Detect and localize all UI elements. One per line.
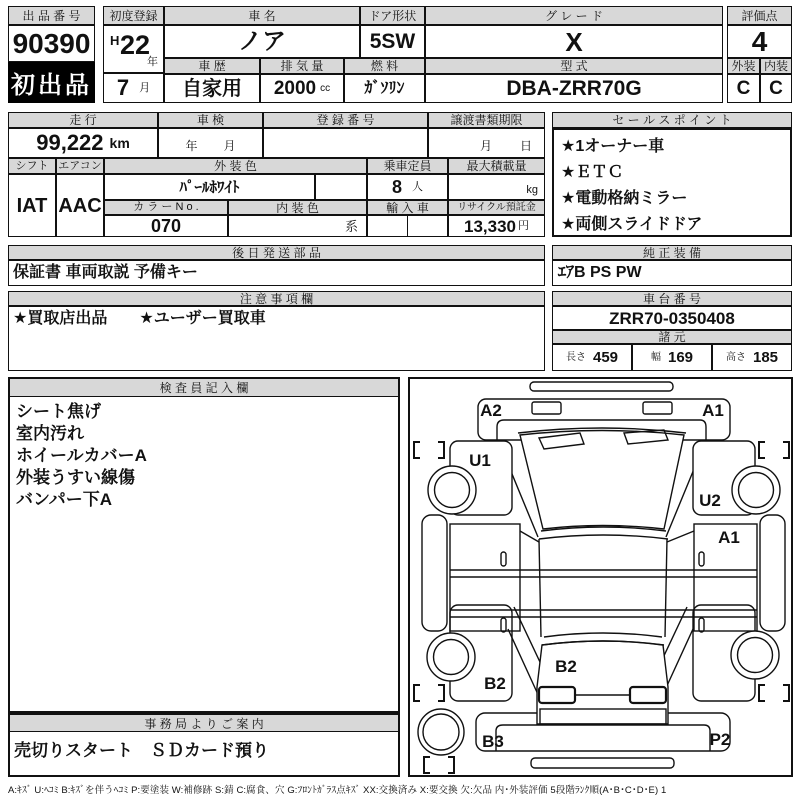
damage-marker: U1 xyxy=(469,451,491,470)
sales-points-label: セ ー ル ス ポ イ ン ト xyxy=(552,112,792,128)
mirror-bracket-right-front xyxy=(759,442,789,458)
wheel-rear-left xyxy=(427,633,475,681)
recycle-unit: 円 xyxy=(518,219,529,232)
inspector-note: シート焦げ xyxy=(16,402,101,421)
fuel: ｶﾞｿﾘﾝ xyxy=(344,74,425,103)
shift: IAT xyxy=(8,174,56,237)
interior-color-label: 内 装 色 xyxy=(228,200,367,215)
mirror-bracket-right-rear xyxy=(759,685,789,701)
spec-length-label: 長さ xyxy=(565,351,586,363)
rocker-panel-left xyxy=(422,515,447,631)
mirror-bracket-left-rear xyxy=(414,685,444,701)
spec-length xyxy=(552,344,632,371)
damage-marker: A1 xyxy=(718,528,740,547)
bracket-bottom-left xyxy=(424,757,454,773)
max-load-unit: kg xyxy=(526,184,538,196)
sales-point-item: ★1オーナー車 xyxy=(561,138,665,155)
sales-points-list xyxy=(552,128,792,237)
history-label: 車 歴 xyxy=(164,58,260,74)
later-parts-label: 後 日 発 送 部 品 xyxy=(8,245,545,260)
spare-tire xyxy=(418,709,464,755)
later-parts-text: 保証書 車両取説 予備キー xyxy=(8,260,545,286)
model-code-label: 型 式 xyxy=(425,58,723,74)
car-name-label: 車 名 xyxy=(164,6,360,25)
spec-width-label: 幅 xyxy=(650,351,661,363)
roof-front-line-2 xyxy=(539,535,668,539)
capacity-unit: 人 xyxy=(412,180,423,193)
office-notice-text: 売切りスタート ＳＤカード預り xyxy=(14,741,269,760)
year-unit: 年 xyxy=(147,56,158,68)
genuine-equipment-label: 純 正 装 備 xyxy=(552,245,792,260)
chassis-number-label: 車 台 番 号 xyxy=(552,291,792,306)
spec-height xyxy=(712,344,792,371)
exterior-grade-label: 外装 xyxy=(727,58,760,74)
damage-marker: U2 xyxy=(699,491,721,510)
inspector-note: 外装うすい線傷 xyxy=(16,468,135,487)
mirror-bracket-left-front xyxy=(414,442,444,458)
registration-year: 22 xyxy=(120,30,151,60)
door-shape-label: ドア形状 xyxy=(360,6,425,25)
score: 4 xyxy=(727,25,792,58)
exterior-color: ﾊﾟｰﾙﾎﾜｲﾄ xyxy=(104,174,315,200)
first-registration-label: 初度登録 xyxy=(103,6,164,25)
windshield xyxy=(520,431,684,530)
history: 自家用 xyxy=(164,74,260,103)
rear-hatch xyxy=(537,641,668,724)
damage-diagram-box xyxy=(408,377,793,777)
damage-marker: B3 xyxy=(482,732,504,751)
capacity-value: 8 xyxy=(391,177,402,197)
aircon: AAC xyxy=(56,174,104,237)
import-cell-divider xyxy=(407,216,409,236)
inspector-notes-box xyxy=(8,377,400,713)
displacement-unit: cc xyxy=(320,82,331,94)
inspection-expiry xyxy=(158,128,263,158)
max-load-label: 最大積載量 xyxy=(448,158,545,174)
rear-bumper-strip xyxy=(531,758,674,768)
roof-side-right xyxy=(665,539,667,637)
spec-length-value: 459 xyxy=(592,349,619,366)
office-notice-label: 事 務 局 よ り ご 案 内 xyxy=(10,715,398,732)
mileage xyxy=(8,128,158,158)
office-notice-box xyxy=(8,713,400,777)
specs-label: 諸 元 xyxy=(552,330,792,344)
exterior-grade: C xyxy=(727,74,760,103)
damage-marker: A1 xyxy=(702,401,724,420)
max-load xyxy=(448,174,545,200)
headlight-right xyxy=(643,402,672,414)
inspector-note: バンパー下A xyxy=(16,490,113,509)
inspector-note: 室内汚れ xyxy=(16,424,84,443)
inspector-note: ホイールカバーA xyxy=(16,446,147,465)
capacity-label: 乗車定員 xyxy=(367,158,448,174)
fuel-label: 燃 料 xyxy=(344,58,425,74)
inspection-month-unit: 月 xyxy=(223,139,236,153)
month-unit: 月 xyxy=(139,81,151,94)
wheel-front-left xyxy=(428,466,476,514)
shift-label: シフト xyxy=(8,158,56,174)
grade-label: グ レ ー ド xyxy=(425,6,723,25)
mileage-label: 走 行 xyxy=(8,112,158,128)
genuine-equipment-text: ｴｱB PS PW xyxy=(552,260,792,286)
interior-color xyxy=(228,215,367,237)
lot-number: 90390 xyxy=(8,25,95,62)
legend-text: A:ｷｽﾞ U:ﾍｺﾐ B:ｷｽﾞを伴うﾍｺﾐ P:要塗装 W:補修跡 S:錆 C:腐食、穴 G:ﾌﾛﾝﾄｶﾞﾗｽ点ｷｽﾞ XX:交換済み X:要交換 欠:欠品 内･外装評価 5段階ﾗﾝｸ順(A･B･C･D･E) 1 xyxy=(8,785,667,796)
mileage-unit: km xyxy=(109,135,130,151)
car-name: ノア xyxy=(164,25,360,58)
transfer-docs-deadline xyxy=(428,128,545,158)
sales-point-item: ★両側スライドドア xyxy=(561,216,703,233)
lot-number-label: 出 品 番 号 xyxy=(8,6,95,25)
sales-point-item: ★ＥＴＣ xyxy=(561,164,624,181)
interior-grade-label: 内装 xyxy=(760,58,792,74)
spec-height-value: 185 xyxy=(752,349,779,366)
front-bumper-strip xyxy=(530,382,673,391)
import-label: 輸 入 車 xyxy=(367,200,448,215)
displacement-label: 排 気 量 xyxy=(260,58,344,74)
car-top-view-diagram xyxy=(410,379,791,775)
recycle-deposit xyxy=(448,215,545,237)
first-listing-badge: 初出品 xyxy=(8,62,95,103)
roof-side-left xyxy=(539,539,541,637)
transfer-month-unit: 月 xyxy=(479,139,492,153)
grade: X xyxy=(425,25,723,58)
inspection-label: 車 検 xyxy=(158,112,263,128)
aircon-label: エアコン xyxy=(56,158,104,174)
notes-label: 注 意 事 項 欄 xyxy=(8,291,545,306)
exterior-color-label: 外 装 色 xyxy=(104,158,367,174)
door-handle-left-front xyxy=(501,552,506,566)
color-number-label: カ ラ ー N o . xyxy=(104,200,228,215)
transfer-day-unit: 日 xyxy=(519,139,532,153)
spec-width xyxy=(632,344,712,371)
color-number: 070 xyxy=(104,215,228,237)
model-code: DBA-ZRR70G xyxy=(425,74,723,103)
spec-width-value: 169 xyxy=(667,349,694,366)
registration-number xyxy=(263,128,428,158)
registration-number-label: 登 録 番 号 xyxy=(263,112,428,128)
registration-month: 7 xyxy=(116,75,130,100)
headlight-left xyxy=(532,402,561,414)
first-registration-year-cell xyxy=(103,25,164,73)
first-registration-month-cell xyxy=(103,73,164,103)
era-letter: H xyxy=(110,33,120,48)
sales-point-item: ★電動格納ミラー xyxy=(561,190,688,207)
damage-marker: P2 xyxy=(709,730,731,749)
score-label: 評価点 xyxy=(727,6,792,25)
displacement xyxy=(260,74,344,103)
displacement-value: 2000 xyxy=(273,78,317,99)
recycle-deposit-label: リサイクル預託金 xyxy=(448,200,545,215)
inspector-notes-list xyxy=(10,397,398,515)
damage-marker: B2 xyxy=(484,674,506,693)
notes-text: ★買取店出品 ★ユーザー買取車 xyxy=(8,306,545,371)
door-shape: 5SW xyxy=(360,25,425,58)
inspection-year-unit: 年 xyxy=(185,139,198,153)
seating-capacity xyxy=(367,174,448,200)
wheel-front-right xyxy=(732,466,780,514)
chassis-number: ZRR70-0350408 xyxy=(552,306,792,330)
door-roof-join-rf xyxy=(667,531,694,542)
wheel-rear-right xyxy=(731,631,779,679)
rear-bumper-inner-line xyxy=(496,725,710,751)
rear-window-line-1 xyxy=(544,633,662,637)
damage-marker: B2 xyxy=(555,657,577,676)
inspector-notes-label: 検 査 員 記 入 欄 xyxy=(10,379,398,397)
mileage-value: 99,222 xyxy=(36,130,104,155)
interior-grade: C xyxy=(760,74,792,103)
exterior-color-extra-cell xyxy=(315,174,367,200)
interior-color-suffix: 系 xyxy=(344,218,358,234)
spec-height-label: 高さ xyxy=(725,351,746,363)
c-pillar-left-2 xyxy=(508,629,541,701)
door-handle-right-front xyxy=(699,552,704,566)
recycle-value: 13,330 xyxy=(464,216,516,236)
transfer-docs-label: 譲渡書類期限 xyxy=(428,112,545,128)
import-car-cell xyxy=(367,215,448,237)
damage-marker: A2 xyxy=(480,401,502,420)
rocker-panel-right xyxy=(760,515,785,631)
